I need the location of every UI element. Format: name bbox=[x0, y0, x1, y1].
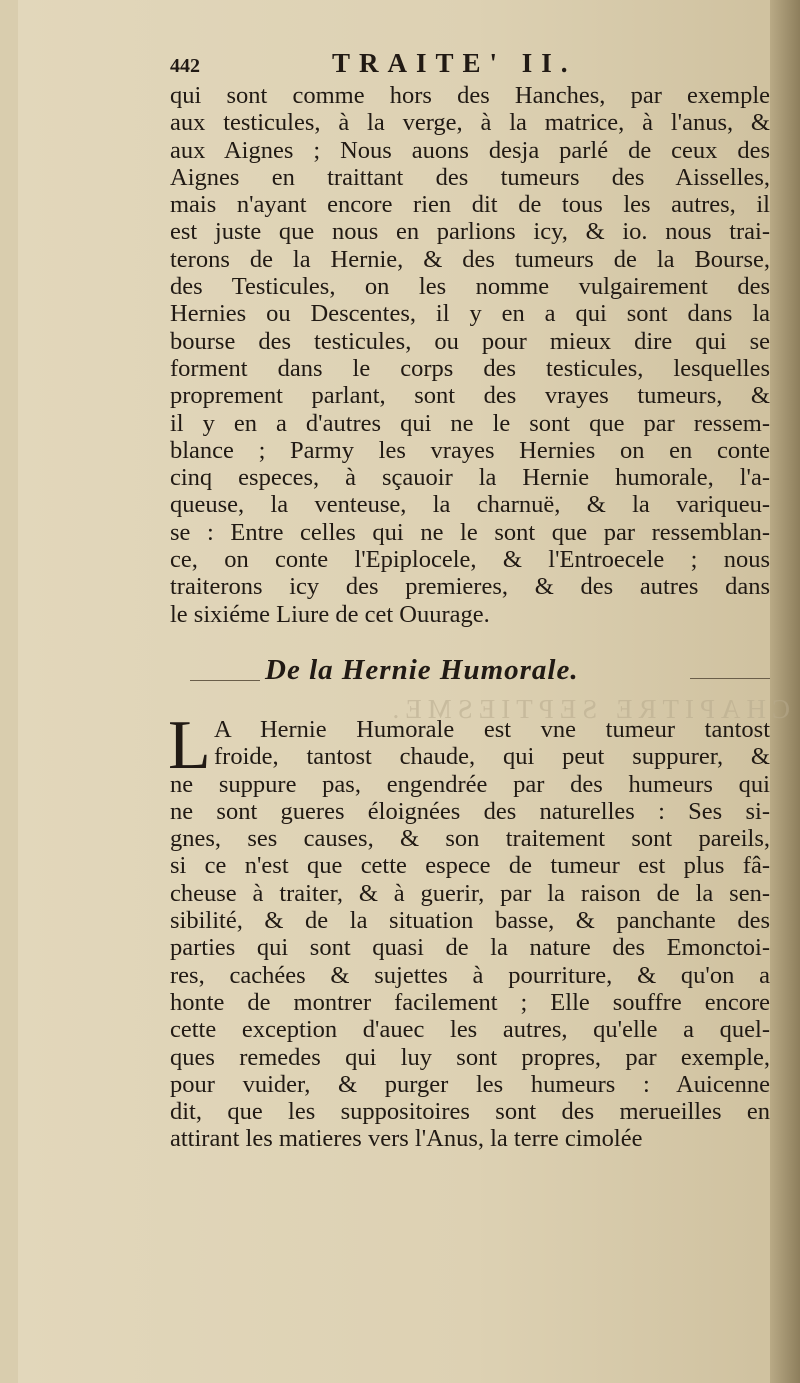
text-line: aux testicules, à la verge, à la matrice, à l'anus, & bbox=[170, 109, 770, 137]
text-line: le sixiéme Liure de cet Ouurage. bbox=[170, 600, 490, 628]
running-head: TRAITE' II. bbox=[332, 48, 577, 78]
text-line: cinq especes, à sçauoir la Hernie humorale, l'a- bbox=[170, 464, 770, 492]
folio-number: 442 bbox=[170, 55, 200, 77]
text-line: queuse, la venteuse, la charnuë, & la variqueu- bbox=[170, 491, 770, 519]
page-text-block bbox=[168, 48, 790, 1153]
text-line: aux Aignes ; Nous auons desja parlé de ceux des bbox=[170, 136, 770, 164]
text-line: A Hernie Humorale est vne tumeur tantost bbox=[214, 715, 770, 743]
heading-rule-left bbox=[190, 680, 260, 681]
text-line: blance ; Parmy les vrayes Hernies on en conte bbox=[170, 436, 770, 464]
text-line: ne suppure pas, engendrée par des humeurs qui bbox=[170, 770, 770, 798]
paragraph-1 bbox=[170, 82, 770, 628]
text-line: parties qui sont quasi de la nature des Emonctoi- bbox=[170, 934, 770, 962]
heading-rule-right bbox=[690, 678, 770, 679]
text-line: froide, tantost chaude, qui peut suppurer, & bbox=[214, 743, 770, 771]
text-line: terons de la Hernie, & des tumeurs de la Bourse, bbox=[170, 245, 770, 273]
text-line: ce, on conte l'Epiplocele, & l'Entroecele ; nous bbox=[170, 546, 770, 574]
section-heading: De la Hernie Humorale. bbox=[265, 653, 579, 686]
text-line: pour vuider, & purger les humeurs : Auicenne bbox=[170, 1070, 770, 1098]
text-line: Hernies ou Descentes, il y en a qui sont dans la bbox=[170, 300, 770, 328]
text-line: gnes, ses causes, & son traitement sont pareils, bbox=[170, 825, 770, 853]
bleed-through-text: CHAPITRE SEPTIESME. bbox=[386, 693, 790, 724]
drop-cap: L bbox=[168, 706, 211, 784]
text-line: dit, que les suppositoires sont des merueilles en bbox=[170, 1098, 770, 1126]
page-header bbox=[170, 48, 770, 82]
text-line: cette exception d'auec les autres, qu'elle a quel- bbox=[170, 1016, 770, 1044]
section-heading-block bbox=[170, 632, 790, 724]
text-line: se : Entre celles qui ne le sont que par ressemblan- bbox=[170, 518, 770, 546]
text-line: mais n'ayant encore rien dit de tous les autres, il bbox=[170, 191, 770, 219]
text-line: Aignes en traittant des tumeurs des Aisselles, bbox=[170, 163, 770, 191]
text-line: cheuse à traiter, & à guerir, par la raison de la sen- bbox=[170, 879, 770, 907]
text-line: traiterons icy des premieres, & des autres dans bbox=[170, 573, 770, 601]
page-gutter-shadow bbox=[770, 0, 800, 1383]
text-line: proprement parlant, sont des vrayes tumeurs, & bbox=[170, 382, 770, 410]
text-line: attirant les matieres vers l'Anus, la terre cimolée bbox=[170, 1125, 643, 1153]
text-line: res, cachées & sujettes à pourriture, & qu'on a bbox=[170, 961, 770, 989]
text-line: qui sont comme hors des Hanches, par exemple bbox=[170, 82, 770, 109]
text-line: bourse des testicules, ou pour mieux dire qui se bbox=[170, 327, 770, 355]
text-line: il y en a d'autres qui ne le sont que par ressem- bbox=[170, 409, 770, 437]
text-line: ques remedes qui luy sont propres, par exemple, bbox=[170, 1043, 770, 1071]
text-line: des Testicules, on les nomme vulgairement des bbox=[170, 273, 770, 301]
text-line: sibilité, & de la situation basse, & panchante des bbox=[170, 907, 770, 935]
text-line: forment dans le corps des testicules, lesquelles bbox=[170, 354, 770, 382]
text-line: ne sont gueres éloignées des naturelles : Ses si- bbox=[170, 797, 770, 825]
text-line: honte de montrer facilement ; Elle souffre encore bbox=[170, 988, 770, 1016]
text-line: est juste que nous en parlions icy, & io. nous trai- bbox=[170, 218, 770, 246]
text-line: si ce n'est que cette espece de tumeur est plus fâ- bbox=[170, 852, 770, 880]
